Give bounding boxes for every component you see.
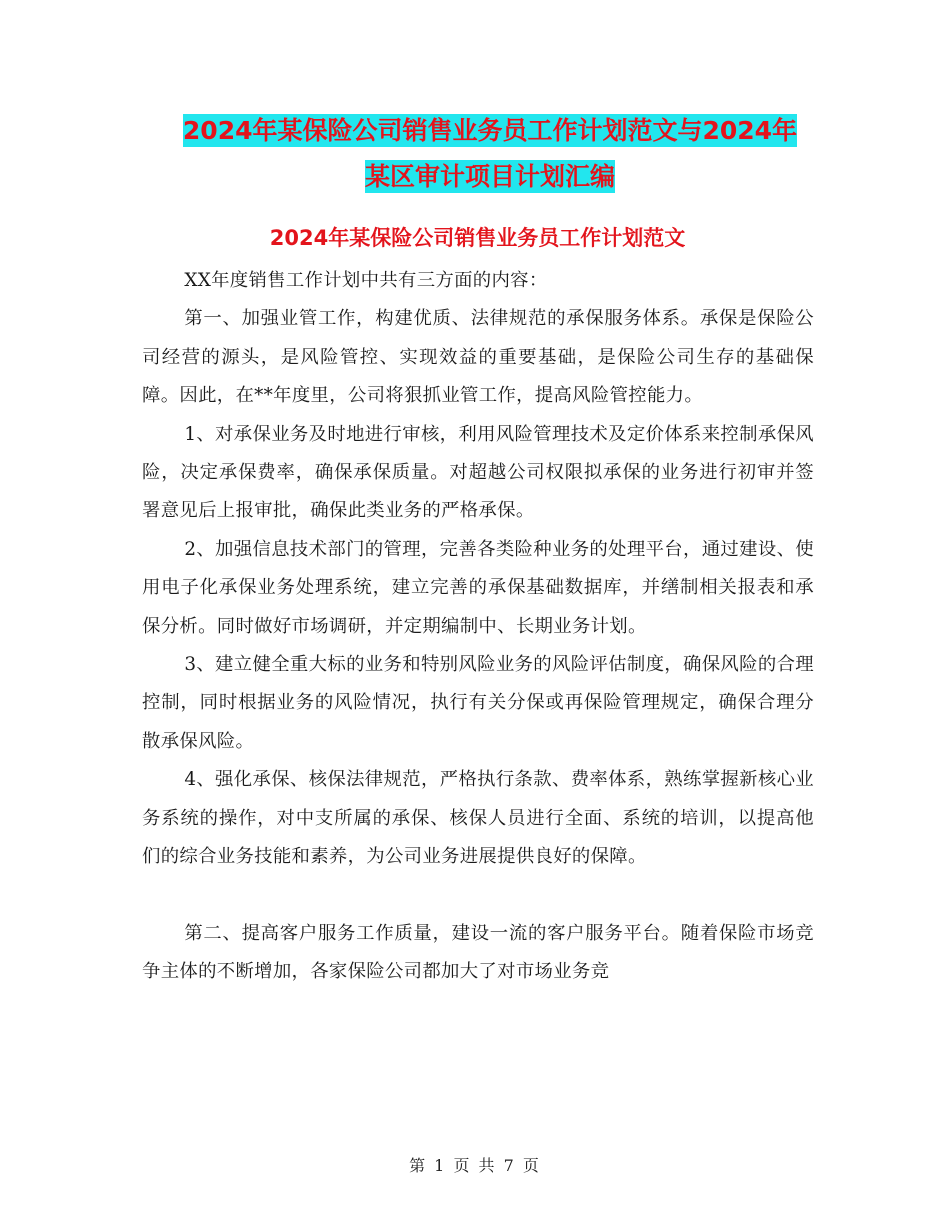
paragraph: 第二、提高客户服务工作质量，建设一流的客户服务平台。随着保险市场竞争主体的不断增加，各家保险公司都加大了对市场业务竞 [142,922,814,982]
paragraph: 1、对承保业务及时地进行审核，利用风险管理技术及定价体系来控制承保风险，决定承保费率，确保承保质量。对超越公司权限拟承保的业务进行初审并签署意见后上报审批，确保此类业务的严格承保。 [142,423,814,522]
document-title [140,108,840,200]
page-footer: 第 1 页 共 7 页 [409,1156,541,1175]
section-title: 2024年某保险公司销售业务员工作计划范文 [269,226,686,250]
document-body [142,262,814,991]
document-title-line-1: 2024年某保险公司销售业务员工作计划范文与2024年 [182,116,798,145]
paragraph: 第一、加强业管工作，构建优质、法律规范的承保服务体系。承保是保险公司经营的源头，是风险管控、实现效益的重要基础，是保险公司生存的基础保障。因此，在**年度里，公司将狠抓业管工作，提高风险管控能力。 [142,308,814,407]
document-title-line-2: 某区审计项目计划汇编 [364,162,615,191]
paragraph: 2、加强信息技术部门的管理，完善各类险种业务的处理平台，通过建设、使用电子化承保业务处理系统，建立完善的承保基础数据库，并缮制相关报表和承保分析。同时做好市场调研，并定期编制中、长期业务计划。 [142,538,814,637]
paragraph: 4、强化承保、核保法律规范，严格执行条款、费率体系，熟练掌握新核心业务系统的操作，对中支所属的承保、核保人员进行全面、系统的培训，以提高他们的综合业务技能和素养，为公司业务进展提供良好的保障。 [142,769,814,868]
paragraph: 3、建立健全重大标的业务和特别风险业务的风险评估制度，确保风险的合理控制，同时根据业务的风险情况，执行有关分保或再保险管理规定，确保合理分散承保风险。 [142,654,814,752]
paragraph: XX年度销售工作计划中共有三方面的内容： [184,270,548,291]
